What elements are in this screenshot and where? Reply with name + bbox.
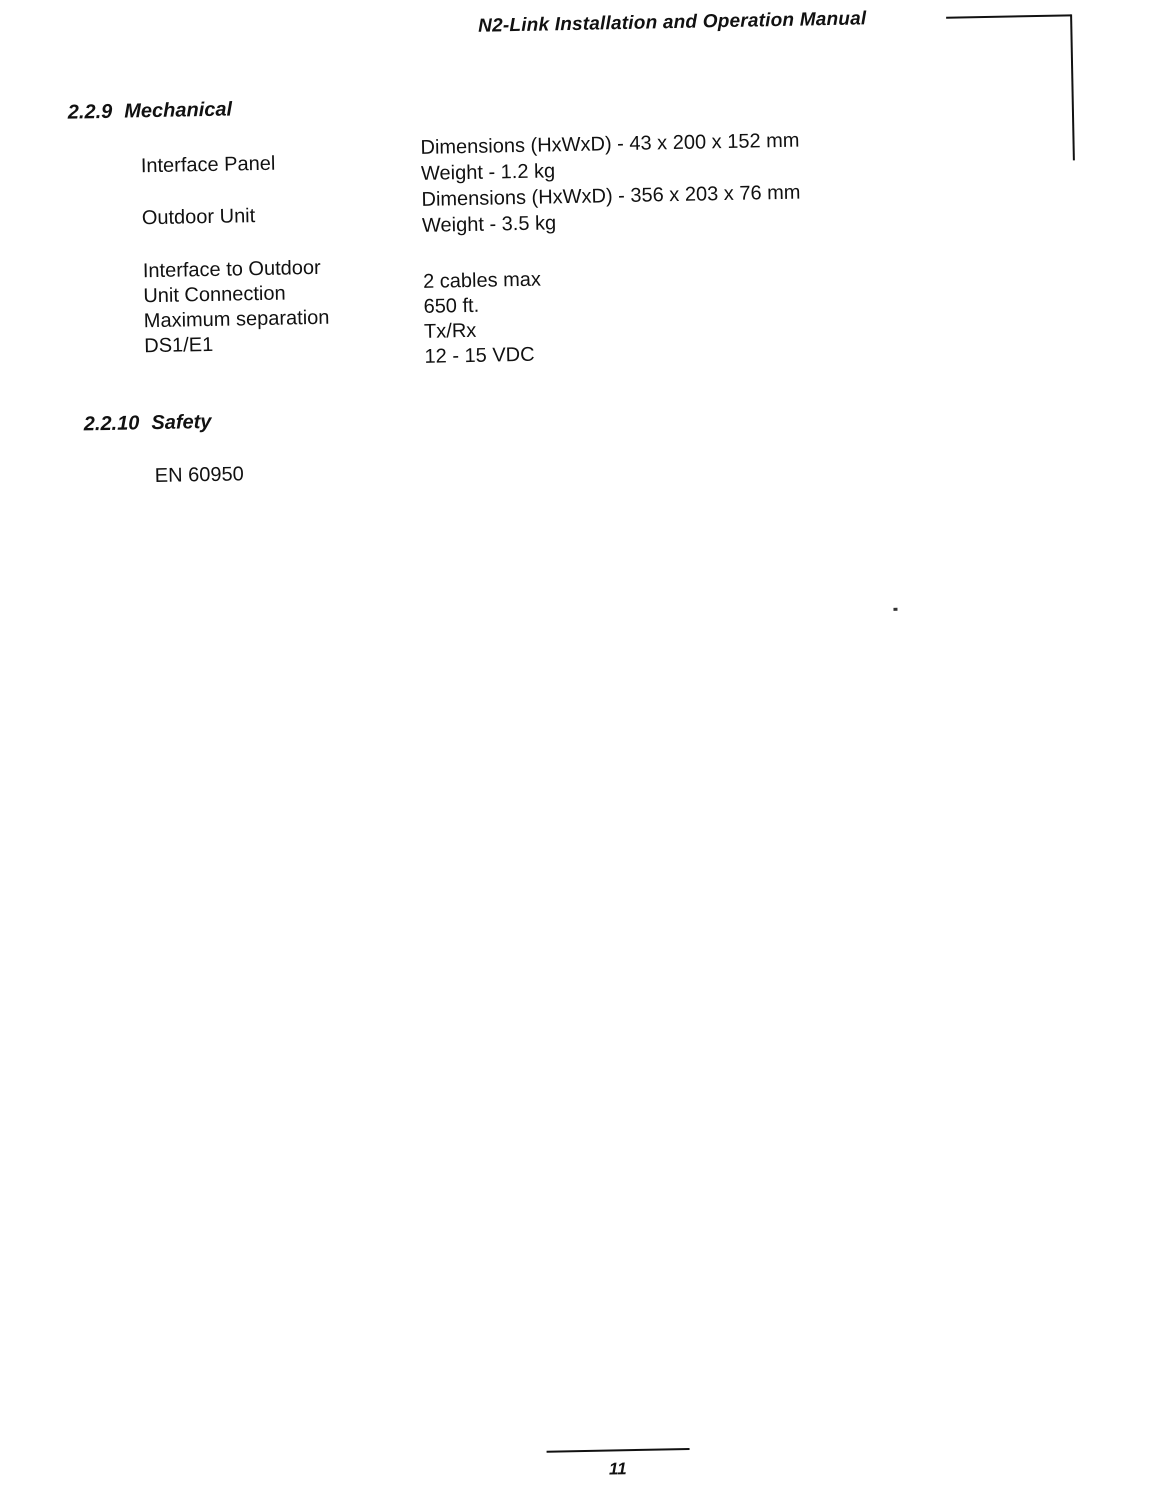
spec-label: Outdoor Unit: [141, 205, 256, 230]
section-title: Safety: [151, 410, 212, 435]
header-side-rule: [1070, 14, 1074, 160]
section-number: 2.2.10: [83, 412, 140, 436]
spec-label: Interface Panel: [140, 152, 276, 178]
header-rule: [946, 14, 1071, 18]
spec-label: Interface to Outdoor: [142, 256, 321, 283]
section-number: 2.2.9: [67, 100, 113, 124]
safety-heading: [84, 411, 212, 436]
spec-value: 2 cables max: [422, 268, 542, 293]
safety-standard: EN 60950: [154, 463, 244, 488]
section-title: Mechanical: [124, 98, 233, 123]
spec-value: Tx/Rx: [423, 319, 477, 343]
footer-rule: [547, 1448, 690, 1452]
running-header: N2-Link Installation and Operation Manual: [478, 8, 867, 37]
spec-value: Weight - 1.2 kg: [420, 160, 556, 185]
spec-value: 650 ft.: [423, 294, 480, 318]
mechanical-heading: [68, 98, 233, 124]
scan-speck: [893, 608, 897, 611]
page-number: 11: [608, 1459, 627, 1479]
spec-value: 12 - 15 VDC: [424, 343, 535, 368]
spec-value: Dimensions (HxWxD) - 43 x 200 x 152 mm: [420, 129, 800, 159]
spec-value: Dimensions (HxWxD) - 356 x 203 x 76 mm: [421, 181, 801, 211]
spec-label: DS1/E1: [144, 333, 214, 358]
spec-label: Maximum separation: [143, 306, 330, 333]
spec-label: Unit Connection: [143, 282, 286, 308]
spec-value: Weight - 3.5 kg: [421, 212, 557, 237]
